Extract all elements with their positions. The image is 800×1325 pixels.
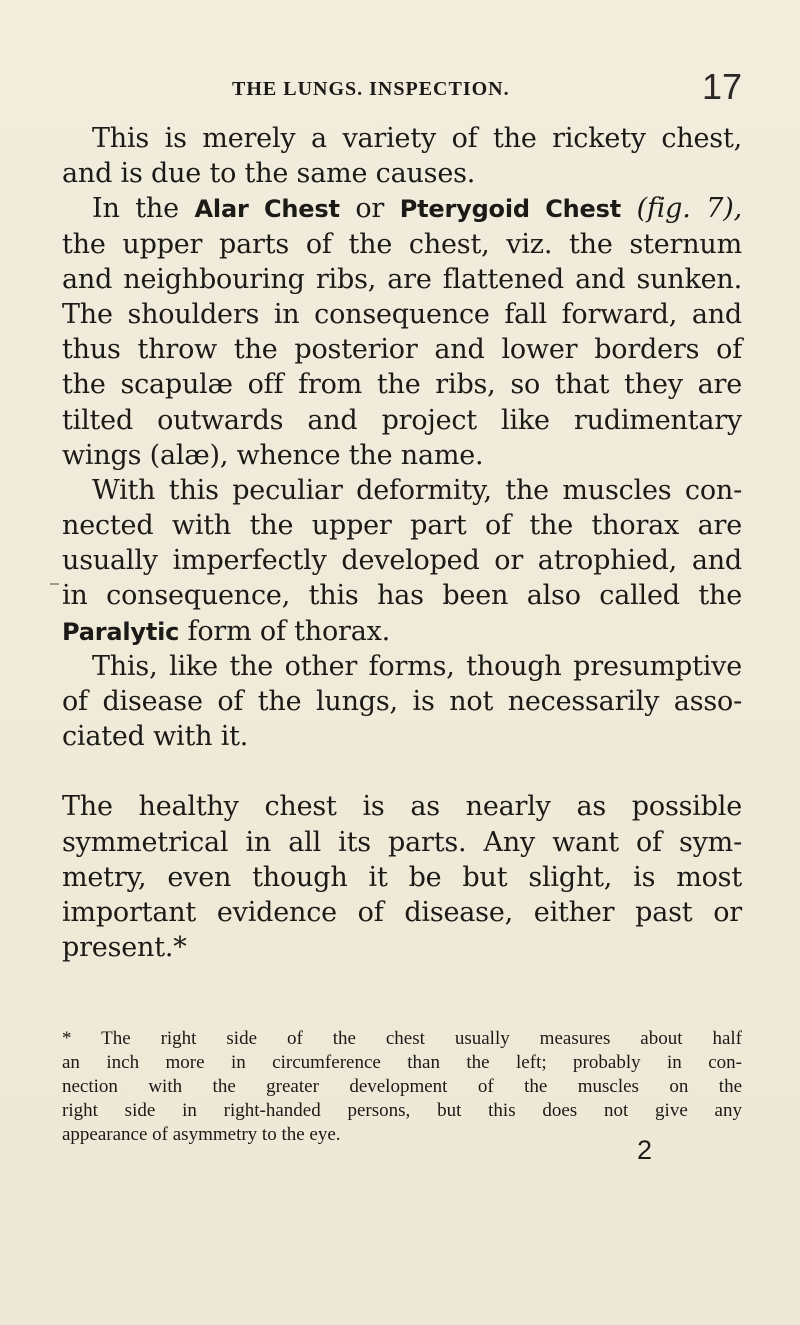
text-line: nected with the upper part of the thorax are: [62, 510, 742, 542]
footnote-line: an inch more in circumference than the left; probably in con-: [62, 1052, 742, 1073]
footnote-line: nection with the greater development of the muscles on the: [62, 1076, 742, 1097]
page-number: 17: [701, 66, 742, 107]
text-run: form of thorax.: [179, 615, 391, 647]
term-paralytic: Paralytic: [62, 617, 180, 646]
text-line: usually imperfectly developed or atrophied, and: [62, 545, 742, 577]
text-line: This is merely a variety of the rickety chest,: [92, 123, 742, 154]
text-line: important evidence of disease, either past or: [62, 896, 742, 928]
signature-mark: 2: [637, 1135, 653, 1165]
text-line: [62, 614, 742, 649]
term-alar-chest: Alar Chest: [194, 195, 340, 224]
text-line: The healthy chest is as nearly as possible: [62, 791, 742, 823]
text-line: wings (alæ), whence the name.: [62, 439, 484, 471]
term-pterygoid-chest: Pterygoid Chest: [399, 195, 621, 224]
text-line: metry, even though it be but slight, is most: [62, 861, 742, 893]
text-line: ciated with it.: [62, 721, 249, 753]
text-line: tilted outwards and project like rudimentary: [62, 404, 742, 436]
text-line: and neighbouring ribs, are flattened and sunken.: [62, 263, 742, 295]
running-header: [232, 68, 742, 118]
text-line: in consequence, this has been also called the: [62, 580, 742, 612]
running-title: THE LUNGS. INSPECTION.: [232, 78, 510, 100]
text-line: This, like the other forms, though presumptive: [92, 650, 742, 682]
text-run: In the: [92, 193, 195, 225]
text-line: With this peculiar deformity, the muscles con-: [92, 474, 742, 506]
section-gap: [62, 754, 742, 789]
figure-reference: (fig. 7),: [620, 193, 742, 225]
text-line: the upper parts of the chest, viz. the sternum: [62, 228, 742, 260]
body-text: [62, 121, 742, 965]
text-line: and is due to the same causes.: [62, 158, 476, 190]
footnote-line: right side in right-handed persons, but this does not give any: [62, 1100, 742, 1121]
text-run: or: [339, 193, 400, 225]
footnote: [62, 1027, 742, 1147]
footnote-line: appearance of asymmetry to the eye.: [62, 1124, 341, 1145]
margin-mark: [50, 583, 59, 585]
text-line: thus throw the posterior and lower borders of: [62, 334, 742, 366]
text-line: symmetrical in all its parts. Any want of sym-: [62, 826, 742, 858]
text-line: present.*: [62, 932, 187, 964]
text-line: of disease of the lungs, is not necessarily asso-: [62, 686, 742, 717]
text-line: [62, 191, 742, 226]
footnote-line: * The right side of the chest usually measures about half: [62, 1028, 742, 1049]
text-line: The shoulders in consequence fall forward, and: [62, 298, 742, 330]
text-line: the scapulæ off from the ribs, so that they are: [62, 369, 742, 401]
